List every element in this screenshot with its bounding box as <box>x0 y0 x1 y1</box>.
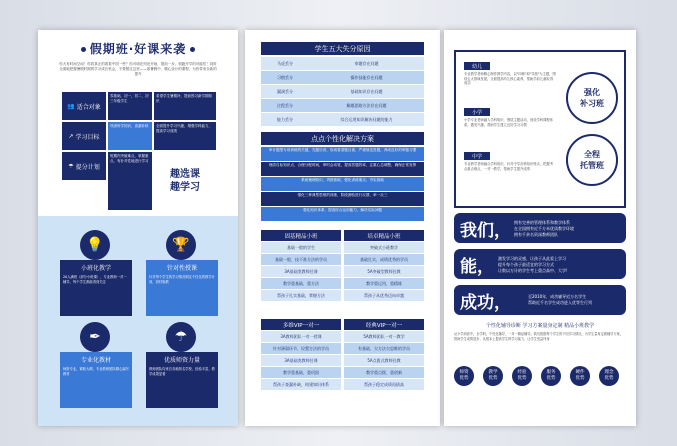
subline: 个性化辅导诊断 学习方案量身定制 精品小班教学 <box>485 323 595 329</box>
panel-title-text: 假期班·好课来袭 <box>89 42 187 56</box>
growth-icon: ↗ <box>68 132 74 140</box>
feature-desc: 教师团队均来自各地知名学校，经验丰富，教学成果显著 <box>149 367 215 376</box>
advantage-badge <box>541 366 561 386</box>
pill-big-text: 我们， <box>460 220 511 241</box>
pill-text <box>528 294 592 306</box>
row-cell: 希望学生暑期补，提前预习新学期知识 <box>154 92 216 120</box>
group-cell: 教学重点拨，重创新 <box>344 367 424 378</box>
group-cell: 5A点拨式教师任教 <box>344 355 424 366</box>
pill-line: 提升每个孩子最适宜的学习方式 <box>498 262 554 267</box>
pill-text <box>498 256 568 274</box>
circle-line: 强化 <box>584 88 600 97</box>
pill-banner <box>454 285 626 315</box>
stage-tag: 中学 <box>464 152 490 160</box>
umbrella-icon: ☂ <box>68 162 74 170</box>
pill-line: 激发学习的灵感，让孩子从此爱上学习 <box>498 256 566 261</box>
circle-line: 托管班 <box>580 161 604 170</box>
title-dot-left <box>81 47 86 52</box>
group2-header-left: 多维VIP一对一 <box>261 319 341 330</box>
group-cell: 教学重基础，重巩固 <box>261 367 341 378</box>
row-label <box>62 92 106 120</box>
badge-line: 经验 <box>517 370 527 375</box>
pill-line: 拥有完善的管理体系和教学体系 <box>514 220 570 225</box>
table-row <box>261 57 424 70</box>
group1-header-right: 培卓精品小班 <box>344 230 424 241</box>
group-cell: 5A突破型教师任教 <box>344 266 424 277</box>
stage-frame <box>454 50 626 208</box>
solution-item: 强化三种典型思维的训练，阶段测验进行反馈，举一反三 <box>261 192 424 206</box>
group-cell: 基础扎实，成绩优秀的学员 <box>344 254 424 265</box>
brochure-panel-left <box>38 30 238 426</box>
group-cell: 5A教师团队一对一教学 <box>344 331 424 342</box>
row-cell: 巩固所学知识，查漏补缺 <box>108 122 152 150</box>
loss-key: 马虎丢分 <box>277 60 293 66</box>
group-cell: 教学重运用，重精练 <box>344 278 424 289</box>
umbrella-icon: ☂ <box>166 322 196 352</box>
badge-line: 服务 <box>546 370 556 375</box>
feature-box <box>60 260 132 316</box>
solution-item: 审计题型专项训练的关键，先题后讲，形成看清题目意，严谨规范答题，养成良好的审题习惯 <box>261 147 424 161</box>
course-circle <box>566 134 618 186</box>
table-row <box>261 71 424 84</box>
stage-desc: 小学专业老师融入学科知识，围绕主题活动，创设学科课程体系，激发兴趣，帮助学生建立良好学习习惯 <box>464 118 554 127</box>
stage-desc: 专业教学老师融合学科知识，针对中学各科知识特点，把握考点重点难点，一对一教学，帮助学生提升成绩 <box>464 162 554 171</box>
pill-banner <box>454 249 626 279</box>
loss-key: 能力丢分 <box>277 116 293 122</box>
loss-key: 习惯丢分 <box>277 74 293 80</box>
pill-line: 至2010年，成功辅导近万名学生 <box>528 294 587 299</box>
group-cell: 基础一般，技不准方法的学员 <box>261 254 341 265</box>
badge-line: 教学 <box>488 370 498 375</box>
row-label-text: 适合对象 <box>76 103 101 111</box>
feature-title: 优质师资力量 <box>163 357 200 364</box>
fine-print: 从小学到高中，全学科，个性化辅导，一对一精品辅导。我们根据每个学生的不同学习情况，为学生量身定做辅导方案，帮助学生成绩进步，从根本上提高学生的学习能力，让学生受益终身 <box>454 332 623 341</box>
pill-big-text: 成功， <box>460 292 511 313</box>
feature-title: 专业化教材 <box>80 357 111 364</box>
title-dot-right <box>190 47 195 52</box>
pill-line: 在全国拥有近千方米优质教学环境 <box>514 226 574 231</box>
feature-card <box>60 322 132 408</box>
group-cell: 3A教师团队一对一授课 <box>261 331 341 342</box>
advantage-badge <box>454 366 474 386</box>
feature-box <box>146 352 218 408</box>
badge-line: 优势 <box>459 376 469 381</box>
loss-key: 过程丢分 <box>277 102 293 108</box>
feature-title: 小班化教学 <box>80 265 111 272</box>
table-row <box>261 99 424 112</box>
pill-big-text: 能， <box>460 256 494 277</box>
group-cell: 帮孩子查漏补缺，构建知识体系 <box>261 379 341 390</box>
loss-value: 基础知识存在问题 <box>350 88 383 94</box>
group2-header-right: 经典VIP一对一 <box>344 319 424 330</box>
feature-box <box>60 352 132 408</box>
loss-value: 综合运用知识解决问题的能力 <box>340 116 393 122</box>
stage-desc: 专业教学老师精心制作教学内容，以"四种"和"导游"为主题，围绕五大领域发展，全面提高幼儿核心素养，帮助学前儿童取得成功 <box>464 72 556 86</box>
circle-line: 全程 <box>584 150 600 159</box>
group-cell: 帮孩子从优秀迈向卓越 <box>344 290 424 301</box>
intro-paragraph: 你大有时间空闲！你将真正的看看中国一些？你可明在何处开始，提前一步，领跑开学的可能性！同时全面地把握暑假时期的学习成长机会，不要错过这里——寒暑假中，精心设计的课程，为你带来全新的提升 <box>59 62 217 76</box>
pill-line: 帮助近千名学生成功进入优等生行列 <box>528 300 592 305</box>
advantage-badge <box>512 366 532 386</box>
feature-card <box>60 230 132 316</box>
feature-title: 针对性授课 <box>166 265 197 272</box>
brochure-panel-right <box>444 30 636 426</box>
table-row <box>261 113 424 126</box>
group-cell: 帮孩子稳定成绩再拔高 <box>344 379 424 390</box>
row-label <box>62 122 106 150</box>
feature-card <box>146 230 218 316</box>
pill-line: 让数以万计的学生考上重点高中、大学! <box>498 268 568 273</box>
badge-line: 师资 <box>459 370 469 375</box>
group-cell: 基础一般的学生 <box>261 242 341 253</box>
group-cell: 突破式小班教学 <box>344 242 424 253</box>
solution-title: 点点个性化解决方案 <box>261 132 424 145</box>
brochure-panel-middle <box>245 30 440 426</box>
group-cell: 针对薄弱环节，设置方法的学员 <box>261 343 341 354</box>
group1-header-left: 固基精品小班 <box>261 230 341 241</box>
row-cell: 短期内突破难点，掌握重点，有针对性地进行学习 <box>108 152 152 210</box>
badge-line: 优势 <box>604 376 614 381</box>
slogan-line: 趣学习 <box>170 182 200 193</box>
loss-title: 学生五大失分原因 <box>261 42 424 55</box>
solution-item: 系统梳理知识，巩固基础，强化训练重点，夯实基础 <box>261 177 424 191</box>
badge-line: 理念 <box>604 370 614 375</box>
pill-text <box>514 220 574 238</box>
row-label-text: 提分计划 <box>75 163 100 171</box>
lightbulb-icon: 💡 <box>80 230 110 260</box>
loss-value: 解题思路方法存在问题 <box>346 102 387 108</box>
slogan-line: 趣选课 <box>170 169 200 180</box>
badge-line: 优势 <box>575 376 585 381</box>
loss-key: 漏洞丢分 <box>277 88 293 94</box>
loss-value: 操作技能存在问题 <box>350 74 383 80</box>
row-cell: 零基础，初一，初二，初三年级学生 <box>108 92 152 120</box>
badge-line: 硬件 <box>575 370 585 375</box>
feature-desc: 师资专业，紧贴大纲，专业教研团队精心编写教材 <box>63 367 129 376</box>
row-label-text: 学习目标 <box>75 133 100 141</box>
advantage-badge <box>483 366 503 386</box>
feature-box <box>146 260 218 316</box>
badge-line: 优势 <box>488 376 498 381</box>
course-circle <box>566 72 618 124</box>
feature-desc: 针对每个学生的学习情况制定个性化的教学计划，因材施教 <box>149 275 215 284</box>
advantage-badge <box>570 366 590 386</box>
stage-tag: 小学 <box>464 108 490 116</box>
advantage-badge <box>599 366 619 386</box>
trophy-icon: 🏆 <box>166 230 196 260</box>
pill-banner <box>454 213 626 243</box>
pill-line: 拥有千余名资深教师团队 <box>514 232 558 237</box>
people-icon: 👥 <box>67 102 75 110</box>
stage-tag: 幼儿 <box>464 62 490 70</box>
badge-line: 优势 <box>517 376 527 381</box>
panel-title <box>38 40 238 57</box>
circle-line: 补习班 <box>580 99 604 108</box>
pen-icon: ✒ <box>80 322 110 352</box>
table-row <box>261 85 424 98</box>
group-cell: 帮孩子扎实基础，掌握方法 <box>261 290 341 301</box>
feature-desc: 20人满班（部分小班课），专业教师一对一辅导，每个学生都能得到关注 <box>63 275 127 284</box>
solution-item: 强化知识体系，提高综合运用能力，解决实际问题 <box>261 207 424 221</box>
group-cell: 3A基础类教师任课 <box>261 266 341 277</box>
badge-line: 优势 <box>546 376 556 381</box>
solution-item: 理清自标知识点，合理分配时间，审时会动笔，提高答题效率，注重心态调整，确保正常发挥 <box>261 162 424 176</box>
feature-card <box>146 322 218 408</box>
row-cell: 全面提升学习兴趣，增强学科能力，提高学习成绩 <box>154 122 216 150</box>
row-label <box>62 152 106 180</box>
group-cell: 教学重基础，重方法 <box>261 278 341 289</box>
slogan <box>154 152 216 210</box>
group-cell: 有基础，欠方法欠思维的学员 <box>344 343 424 354</box>
loss-value: 审题存在问题 <box>354 60 379 66</box>
group-cell: 3A基础类教师任课 <box>261 355 341 366</box>
